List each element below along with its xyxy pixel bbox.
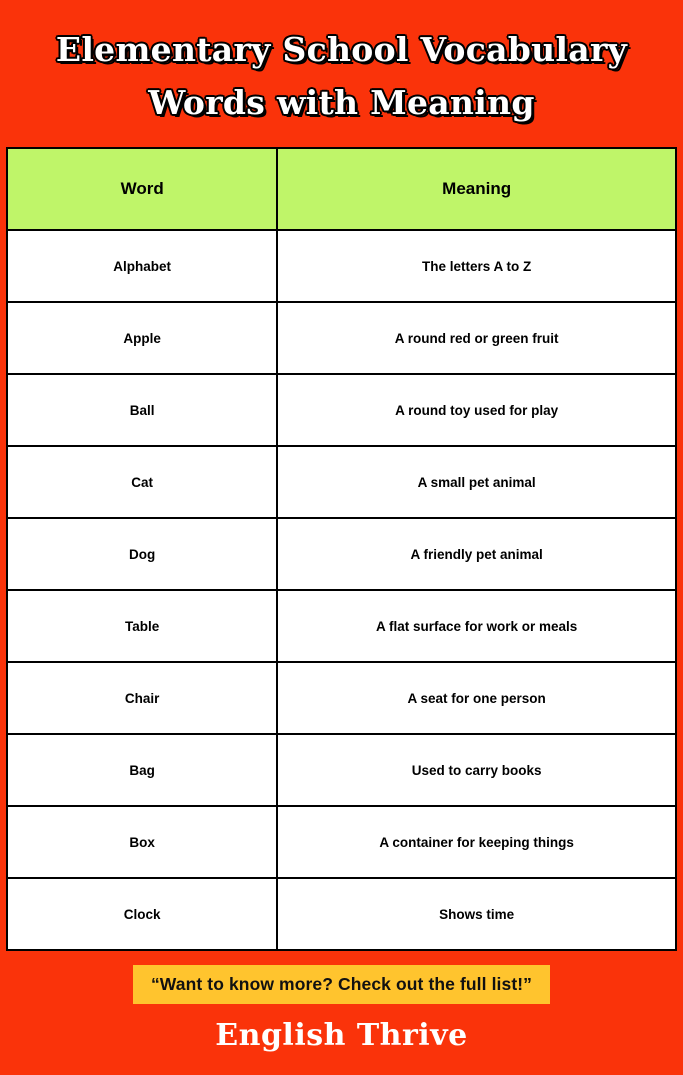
table-row [7, 446, 676, 518]
table-row [7, 662, 676, 734]
cell-meaning: A flat surface for work or meals [277, 590, 676, 662]
table-head [7, 148, 676, 230]
cell-meaning: A seat for one person [277, 662, 676, 734]
cell-word: Box [7, 806, 277, 878]
table-header-row [7, 148, 676, 230]
table-row [7, 806, 676, 878]
cell-meaning: A round red or green fruit [277, 302, 676, 374]
vocabulary-table [6, 147, 677, 951]
cell-word: Cat [7, 446, 277, 518]
vocabulary-table-container [0, 147, 683, 951]
cell-meaning: Shows time [277, 878, 676, 950]
cell-word: Table [7, 590, 277, 662]
call-to-action-area [0, 951, 683, 1014]
column-header-word: Word [7, 148, 277, 230]
cell-word: Alphabet [7, 230, 277, 302]
cell-word: Dog [7, 518, 277, 590]
table-body [7, 230, 676, 950]
table-row [7, 374, 676, 446]
table-row [7, 230, 676, 302]
cell-word: Apple [7, 302, 277, 374]
cell-meaning: A container for keeping things [277, 806, 676, 878]
cell-word: Clock [7, 878, 277, 950]
cell-meaning: A round toy used for play [277, 374, 676, 446]
column-header-meaning: Meaning [277, 148, 676, 230]
poster-footer [0, 1014, 683, 1075]
cell-word: Chair [7, 662, 277, 734]
table-row [7, 518, 676, 590]
table-row [7, 878, 676, 950]
cta-banner[interactable]: “Want to know more? Check out the full list!” [133, 965, 550, 1004]
cell-word: Bag [7, 734, 277, 806]
poster-header [0, 0, 683, 147]
page-title-line-1: Elementary School Vocabulary [55, 30, 628, 69]
table-row [7, 302, 676, 374]
cell-meaning: Used to carry books [277, 734, 676, 806]
cell-meaning: A friendly pet animal [277, 518, 676, 590]
cell-word: Ball [7, 374, 277, 446]
table-row [7, 590, 676, 662]
brand-name: English Thrive [215, 1018, 468, 1054]
cell-meaning: A small pet animal [277, 446, 676, 518]
cell-meaning: The letters A to Z [277, 230, 676, 302]
table-row [7, 734, 676, 806]
page-title [20, 28, 663, 125]
page-title-line-2: Words with Meaning [148, 82, 535, 122]
